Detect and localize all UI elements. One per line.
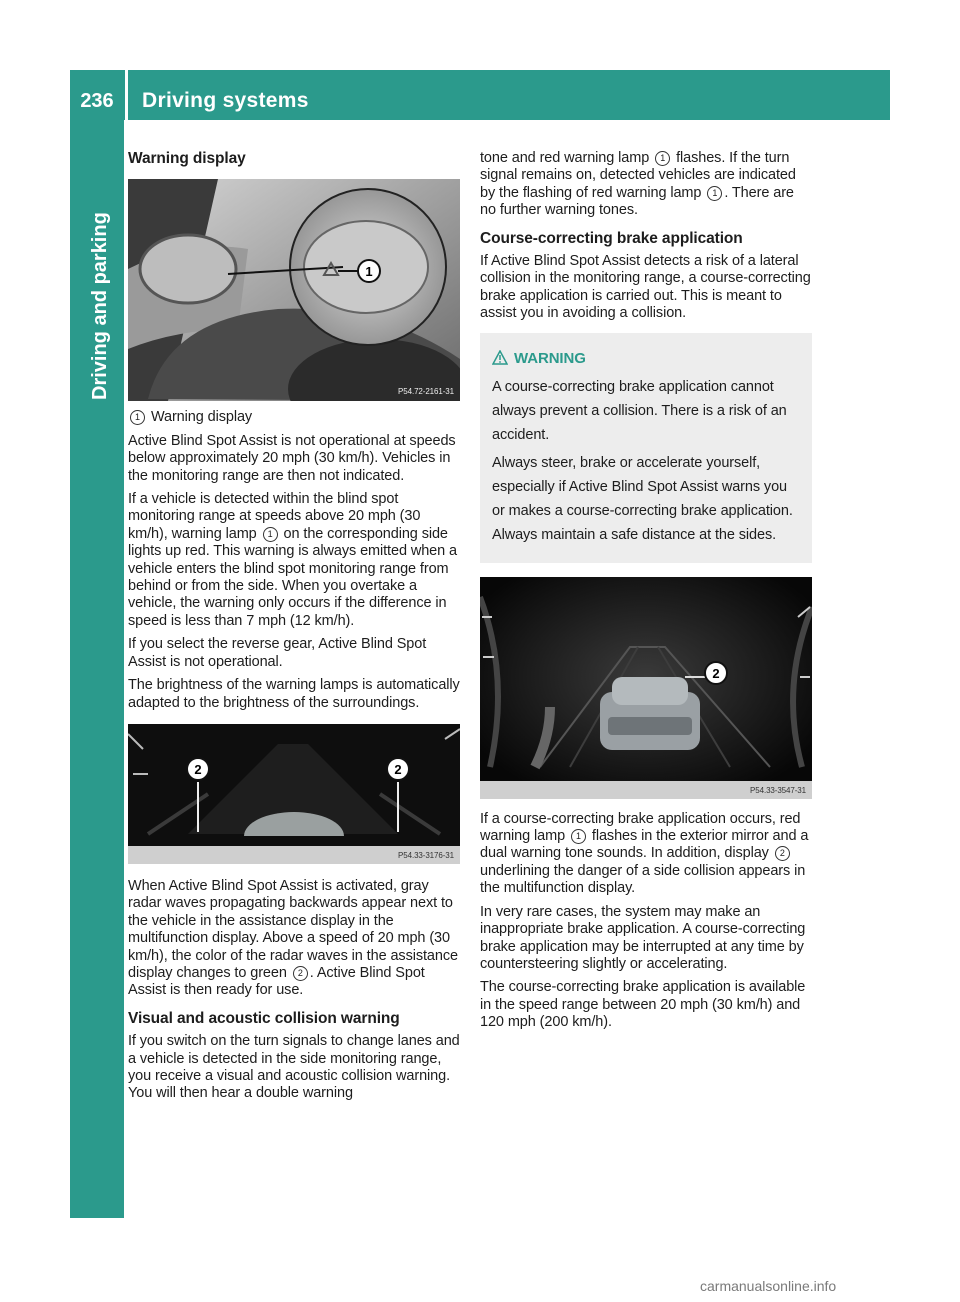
side-tab-label-wrap — [80, 140, 120, 400]
header-separator — [125, 70, 128, 120]
warning-text: Always steer, brake or accelerate yourself, especially if Active Blind Spot Assist warns you or makes a course-correcting brake application. Always maintain a safe distance at the sides. — [492, 454, 793, 543]
figure-id-label: P54.33-3176-31 — [398, 850, 454, 860]
callout-marker-text: 2 — [194, 761, 202, 777]
text-run: flashes. If the turn signal remains on, detected vehicles are indicated by the flashing of red warning lamp — [480, 150, 796, 201]
heading-collision-warning: Visual and acoustic collision warning — [128, 1009, 400, 1027]
heading-warning-display: Warning display — [128, 150, 246, 167]
radar-display-image — [128, 724, 460, 864]
text-run: . Active Blind Spot Assist is then ready for use. — [128, 964, 425, 999]
brake-display-image — [480, 577, 812, 799]
marker-2-icon: 2 — [775, 846, 790, 861]
figure-caption — [128, 409, 460, 426]
paragraph: If you select the reverse gear, Active Blind Spot Assist is not operational. — [128, 636, 427, 670]
heading-brake-application: Course-correcting brake application — [480, 229, 743, 247]
text-run: flashes in the exterior mirror and a dual warning tone sounds. In addition, display — [480, 828, 809, 862]
figure-id-label: P54.72-2161-31 — [398, 387, 454, 397]
text-run: If a vehicle is detected within the blind spot monitoring range at speeds above 20 mph (30 km/h), warning lamp — [128, 491, 421, 542]
warning-title: WARNING — [514, 349, 586, 367]
page-number: 236 — [80, 90, 114, 112]
marker-2-icon: 2 — [293, 966, 308, 981]
paragraph: If Active Blind Spot Assist detects a risk of a lateral collision in the monitoring range, a course-correcting brake application is carried out. This is meant to assist you in avoiding a collision. — [480, 253, 811, 322]
section-title: Driving systems — [142, 89, 309, 112]
paragraph: In very rare cases, the system may make an inappropriate brake application. A course-correcting brake application may be interrupted at any time by countersteering slightly or accelerating. — [480, 903, 806, 972]
mirror-photo — [128, 179, 460, 401]
warning-heading — [492, 347, 800, 371]
callout-marker-text: 2 — [712, 665, 720, 681]
paragraph: The brightness of the warning lamps is automatically adapted to the brightness of the surroundings. — [128, 677, 460, 711]
left-column — [128, 150, 460, 1109]
warning-box — [480, 333, 812, 563]
marker-1-icon: 1 — [707, 186, 722, 201]
paragraph — [128, 878, 460, 1000]
caption-text: Warning display — [150, 409, 253, 426]
callout-marker-text: 2 — [394, 761, 402, 777]
text-run: . There are no further warning tones. — [480, 184, 794, 219]
text-run: tone and red warning lamp — [480, 150, 650, 166]
paragraph: The course-correcting brake application is available in the speed range between 20 mph (30 km/h) and 120 mph (200 km/h). — [480, 979, 806, 1031]
callout-marker-text: 1 — [365, 264, 373, 280]
marker-1-icon: 1 — [130, 410, 145, 425]
figure-brake-display — [480, 577, 812, 799]
marker-1-icon: 1 — [571, 829, 586, 844]
marker-1-icon: 1 — [655, 151, 670, 166]
text-run: underlining the danger of a side collision appears in the multifunction display. — [480, 862, 806, 897]
marker-1-icon: 1 — [263, 527, 278, 542]
text-run: If a course-correcting brake application occurs, red warning lamp — [480, 810, 801, 845]
paragraph — [480, 150, 812, 220]
footer-watermark: carmanualsonline.info — [700, 1278, 837, 1294]
text-run: When Active Blind Spot Assist is activated, gray radar waves propagating backwards appear next to the vehicle in the assistance display in the multifunction display. Above a speed of 20 mph (30 km/h), the color of the radar waves in the assistance display changes to green — [128, 877, 458, 981]
right-column — [480, 150, 812, 1038]
figure-id-label: P54.33-3547-31 — [750, 785, 806, 795]
figure-mirror-warning — [128, 179, 460, 401]
figure-radar-display — [128, 724, 460, 864]
paragraph — [480, 811, 812, 898]
text-run: on the corresponding side lights up red. This warning is always emitted when a vehicle enters the blind spot monitoring range from behind or from the side. When you overtake a vehicle, the warning only occurs if the difference in speed is less than 7 mph (12 km/h). — [128, 525, 458, 629]
paragraph — [128, 491, 460, 630]
paragraph: Active Blind Spot Assist is not operational at speeds below approximately 20 mph (30 km/h). Vehicles in the monitoring range are then not indicated. — [128, 432, 456, 484]
paragraph: If you switch on the turn signals to change lanes and a vehicle is detected in the side monitoring range, you receive a visual and acoustic collision warning. You will then hear a double warning — [128, 1033, 460, 1102]
side-tab-label: Driving and parking — [89, 212, 111, 400]
warning-text: A course-correcting brake application cannot always prevent a collision. There is a risk of an accident. — [492, 378, 787, 443]
warning-triangle-icon — [492, 350, 508, 365]
